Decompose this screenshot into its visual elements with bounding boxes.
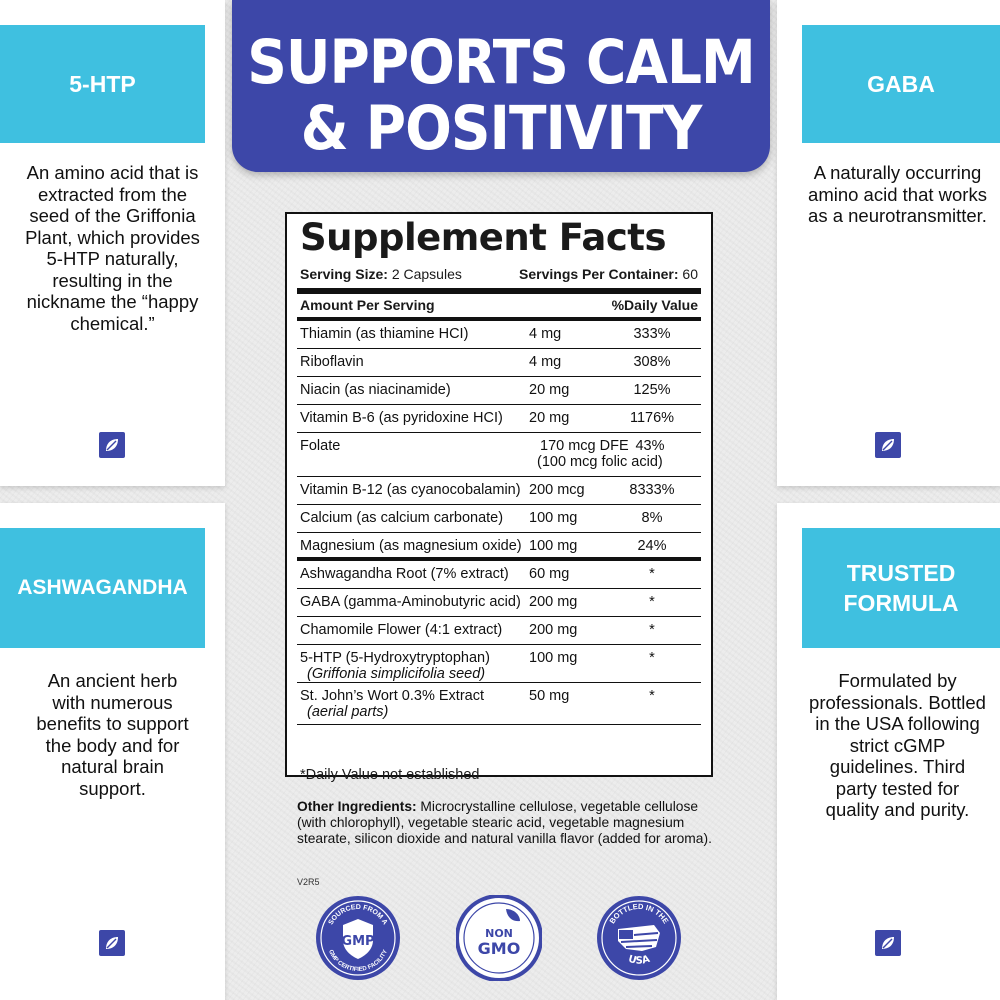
- facts-row: [297, 321, 701, 349]
- nutrient-name: Chamomile Flower (4:1 extract): [300, 622, 503, 638]
- nutrient-name: Riboflavin: [300, 354, 364, 370]
- nutrient-name: Vitamin B-6 (as pyridoxine HCI): [300, 410, 503, 426]
- nutrient-amount: 60 mg: [529, 566, 570, 582]
- gmp-bottom-text: GMP CERTIFIED FACILITY: [327, 949, 389, 974]
- usa-bottom-text: USA: [626, 953, 652, 967]
- servings-label: Servings Per Container:: [519, 266, 679, 282]
- supplement-facts-panel: [285, 212, 713, 783]
- gmp-top-text: SOURCED FROM A: [327, 903, 389, 927]
- nutrient-amount: 200 mg: [529, 594, 578, 610]
- card-title: [802, 528, 1000, 648]
- nutrient-name: 5-HTP (5-Hydroxytryptophan): [300, 650, 490, 666]
- trusted-formula-card: [777, 503, 1000, 1000]
- nutrient-amount: 50 mg: [529, 688, 570, 704]
- usa-map-icon: [618, 925, 660, 951]
- facts-row: [297, 477, 701, 505]
- non-gmo-badge: [456, 895, 542, 981]
- nutrient-daily-value: *: [649, 622, 655, 638]
- facts-row: [297, 405, 701, 433]
- leaf-icon: [875, 930, 901, 956]
- facts-row: [297, 533, 701, 561]
- facts-header: [300, 297, 698, 313]
- nutrient-name: Niacin (as niacinamide): [300, 382, 451, 398]
- nutrient-name: Thiamin (as thiamine HCI): [300, 326, 469, 342]
- headline-banner: [232, 0, 770, 172]
- nutrient-daily-value: 43%: [635, 438, 665, 454]
- facts-row: [297, 349, 701, 377]
- other-ingredients-label: Other Ingredients:: [297, 799, 417, 814]
- nutrient-amount: 20 mg: [529, 382, 570, 398]
- ingredient-card-ashwagandha: [0, 503, 225, 1000]
- card-title: 5-HTP: [0, 25, 205, 143]
- leaf-icon: [875, 432, 901, 458]
- card-title: GABA: [802, 25, 1000, 143]
- nutrient-source-note: (Griffonia simplicifolia seed): [307, 666, 486, 682]
- bottled-usa-badge: [596, 895, 682, 981]
- col-amount: Amount Per Serving: [300, 297, 435, 313]
- nutrient-name: Vitamin B-12 (as cyanocobalamin): [300, 482, 521, 498]
- serving-info: [300, 266, 698, 282]
- nutrient-amount: 4 mg: [529, 354, 562, 370]
- facts-row: [297, 683, 701, 725]
- nutrient-daily-value: *: [649, 688, 655, 704]
- leaf-icon: [99, 930, 125, 956]
- svg-text:USA: [627, 954, 651, 967]
- nutrient-amount: 4 mg: [529, 326, 562, 342]
- nutrient-amount: 20 mg: [529, 410, 570, 426]
- usa-top-text: BOTTLED IN THE: [607, 901, 671, 926]
- nutrient-name: Ashwagandha Root (7% extract): [300, 566, 509, 582]
- other-ingredients: [297, 799, 712, 846]
- nutrient-daily-value: 8333%: [629, 482, 675, 498]
- nutrient-daily-value: 1176%: [629, 410, 675, 426]
- ingredient-card-gaba: [777, 0, 1000, 486]
- facts-footnote: *Daily Value not established: [300, 767, 480, 783]
- nutrient-daily-value: 333%: [633, 326, 671, 342]
- nutrient-amount-note: (100 mcg folic acid): [537, 454, 663, 470]
- facts-row: [297, 561, 701, 589]
- gmp-badge: [315, 895, 401, 981]
- nutrient-source-note: (aerial parts): [307, 704, 389, 720]
- facts-row: [297, 505, 701, 533]
- card-description: An amino acid that is extracted from the seed of the Griffonia Plant, which provides 5-HTP naturally, resulting in the nickname the “happy chemical.”: [25, 162, 200, 334]
- servings-count: 60: [682, 266, 698, 282]
- nutrient-daily-value: 308%: [633, 354, 671, 370]
- nutrient-amount: 200 mcg: [529, 482, 585, 498]
- nutrient-name: Magnesium (as magnesium oxide): [300, 538, 522, 554]
- card-title: ASHWAGANDHA: [0, 528, 205, 648]
- nutrient-amount: 200 mg: [529, 622, 578, 638]
- facts-row: [297, 589, 701, 617]
- nutrient-name: Calcium (as calcium carbonate): [300, 510, 504, 526]
- leaf-icon: [99, 432, 125, 458]
- card-description: A naturally occurring amino acid that works as a neurotransmitter.: [808, 162, 987, 226]
- nutrient-daily-value: 24%: [637, 538, 667, 554]
- serving-size-label: Serving Size:: [300, 266, 388, 282]
- nutrient-daily-value: *: [649, 650, 655, 666]
- nutrient-daily-value: *: [649, 594, 655, 610]
- card-title-line1: TRUSTED: [846, 560, 956, 586]
- nutrient-name: St. John’s Wort 0.3% Extract: [300, 688, 485, 704]
- headline-line-1: SUPPORTS CALM: [247, 26, 755, 98]
- card-description: Formulated by professionals. Bottled in the USA following strict cGMP guidelines. Third party tested for quality and purity.: [809, 670, 986, 820]
- gmp-center-text: GMP: [341, 934, 375, 949]
- nutrient-amount: 100 mg: [529, 538, 578, 554]
- facts-rows: [297, 321, 701, 725]
- nutrient-amount: 100 mg: [529, 650, 578, 666]
- nutrient-daily-value: 8%: [641, 510, 663, 526]
- nutrient-daily-value: 125%: [633, 382, 671, 398]
- non-gmo-line1: NON: [485, 927, 513, 940]
- divider-thick: [297, 288, 701, 294]
- facts-row: [297, 617, 701, 645]
- facts-row: [297, 377, 701, 405]
- serving-size: 2 Capsules: [391, 266, 462, 282]
- nutrient-name: GABA (gamma-Aminobutyric acid): [300, 594, 521, 610]
- col-daily-value: %Daily Value: [611, 297, 698, 313]
- non-gmo-line2: GMO: [477, 939, 521, 958]
- nutrient-name: Folate: [300, 438, 341, 454]
- nutrient-amount: 170 mcg DFE: [540, 438, 629, 454]
- facts-title: Supplement Facts: [300, 216, 667, 259]
- version-code: V2R5: [297, 877, 320, 887]
- facts-row: [297, 645, 701, 683]
- ingredient-card-5htp: [0, 0, 225, 486]
- headline-line-2: & POSITIVITY: [300, 92, 702, 164]
- nutrient-amount: 100 mg: [529, 510, 578, 526]
- facts-row: [297, 433, 701, 477]
- card-description: An ancient herb with numerous benefits to support the body and for natural brain support.: [36, 670, 189, 799]
- card-title-line2: FORMULA: [843, 590, 959, 616]
- other-ingredients-text: Microcrystalline cellulose, vegetable cellulose (with chlorophyll), vegetable stearic acid, vegetable magnesium stearate, silicon dioxide and natural vanilla flavor (added for aroma).: [297, 799, 712, 846]
- nutrient-daily-value: *: [649, 566, 655, 582]
